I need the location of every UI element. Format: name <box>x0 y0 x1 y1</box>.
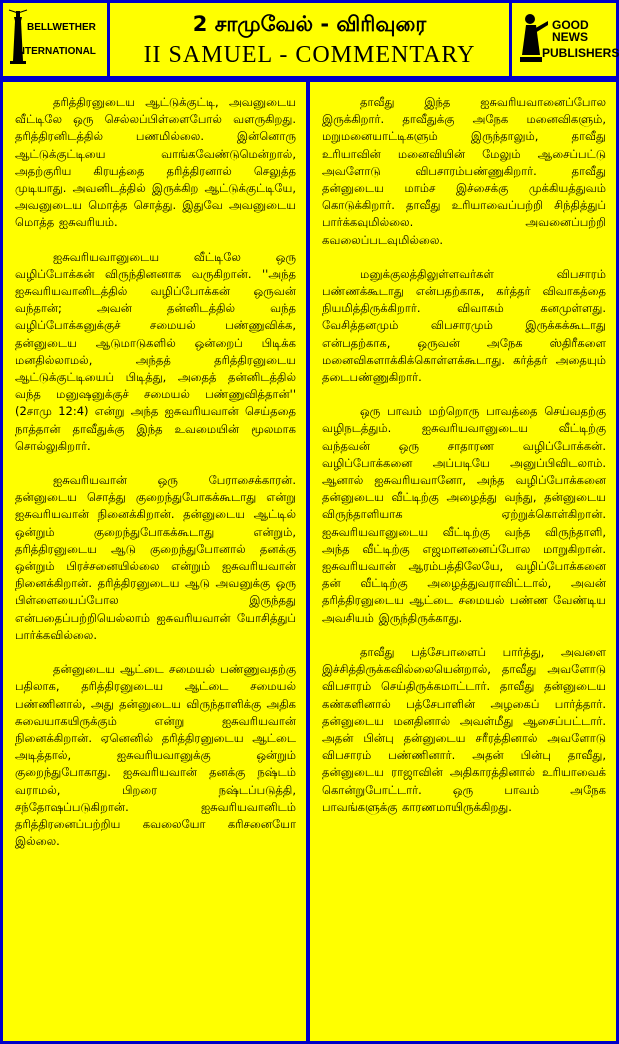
title-box <box>110 3 509 76</box>
logo-line-1: BELLWETHER <box>27 22 96 33</box>
paragraph: மனுக்குலத்திலுள்ளவர்கள் விபசாரம் பண்ணக்கூடாது என்பதற்காக, கர்த்தர் விவாகத்தை நியமித்திருக்கிறார். விவாகம் கனமுள்ளது. வேசித்தனமும் விபசாரமும் இருக்கக்கூடாது என்பதற்காக, ஒருவன் அநேக ஸ்திரீகளை மனைவிகளாக்கிக்கொள்ளக்கூடாது. கர்த்தர் அதையும் தடைபண்ணுகிறார். <box>322 266 606 385</box>
paragraph: ஒரு பாவம் மற்றொரு பாவத்தை செய்வதற்கு வழிநடத்தும். ஐசுவரியவானுடைய வீட்டிற்கு வந்தவன் ஒரு சாதாரண வழிப்போக்கன். வழிப்போக்கனை அப்படியே அனுப்பிவிடலாம். ஆனால் ஐசுவரியவானோ, அந்த வழிப்போக்கனை தன்னுடைய வீட்டிற்கு அழைத்து வந்து, தன்னுடைய விருந்தாளியாக ஏற்றுக்கொள்கிறான். ஐசுவரியவானுடைய வீட்டிற்கு வந்த விருந்தாளி, அந்த வீட்டிற்கு எஜமானனைப்போல மாறுகிறான். ஐசுவரியவான் ஆரம்பத்திலேயே, வழிப்போக்கனை தன் வீட்டிற்கு அழைத்துவராவிட்டால், அவன் தரித்திரனுடைய ஆட்டை சமையல் பண்ண வேண்டிய அவசியம் இருந்திருக்காது. <box>322 404 606 625</box>
logo-line-1: GOOD NEWS <box>552 18 589 44</box>
title-english: II SAMUEL - COMMENTARY <box>143 41 476 68</box>
bellwether-logo <box>3 3 107 76</box>
content <box>3 82 616 1041</box>
paragraph: தன்னுடைய ஆட்டை சமையல் பண்ணுவதற்கு பதிலாக, தரித்திரனுடைய ஆட்டை சமையல் பண்ணினால், அது தன்னுடைய விருந்தாளிக்கு அதிக சுவையாகயிருக்கும் என்று ஐசுவரியவான் நினைக்கிறான். ஏனெனில் தரித்திரனுடைய ஆட்டை அடித்தால், ஐசுவரியவானுக்கு ஒன்றும் குறைந்துபோகாது. ஐசுவரியவான் தனக்கு நஷ்டம் வராமல், பிறரை நஷ்டப்படுத்தி, சந்தோஷப்படுகிறான். ஐசுவரியவானிடம் தரித்திரனைப்பற்றிய கவலையோ கரிசனையோ இல்லை. <box>15 662 296 849</box>
paragraph: ஐசுவரியவான் ஒரு பேராசைக்காரன். தன்னுடைய சொத்து குறைந்துபோகக்கூடாது என்று ஐசுவரியவான் நினைக்கிறான். தன்னுடைய ஆட்டில் ஒன்றும் குறைந்துபோகக்கூடாது என்றும், தரித்திரனுடைய ஆடு குறைந்துபோனால் தனக்கு ஒன்றும் பிரச்சனையில்லை என்றும் ஐசுவரியவான் நினைக்கிறான். தரித்திரனுடைய ஆடு அவனுக்கு ஒரு பிள்ளையைப்போல இருந்தது என்பதைப்பற்றியெல்லாம் ஐசுவரியவான் யோசித்துப் பார்க்கவில்லை. <box>15 473 296 642</box>
paragraph: தரித்திரனுடைய ஆட்டுக்குட்டி, அவனுடைய வீட்டிலே ஒரு செல்லப்பிள்ளைபோல் வளருகிறது. தரித்திரனிடத்தில் பணமில்லை. இன்னொரு ஆட்டுக்குட்டியை வாங்கவேண்டுமென்றால், அதற்குரிய கிரயத்தை தரித்திரனால் செலுத்த முடியாது. அவனிடத்தில் இருக்கிற ஆட்டுக்குட்டியே, அவனுடைய மொத்த சொத்து. இதுவே அவனுடைய மொத்த ஐசுவரியம். <box>15 95 296 230</box>
good-news-logo <box>512 3 619 76</box>
header <box>3 3 619 79</box>
title-tamil: 2 சாமுவேல் - விரிவுரை <box>192 11 427 36</box>
paragraph: தாவீது இந்த ஐசுவரியவானைப்போல இருக்கிறார். தாவீதுக்கு அநேக மனைவிகளும், மறுமனையாட்டிகளும் இருந்தாலும், தாவீது உரியாவின் மனைவியின் மேலும் ஆசைப்பட்டு அவளோடு விபசாரம்பண்ணுகிறார். தாவீது தன்னுடைய மாம்ச இச்சைக்கு முக்கியத்துவம் கொடுக்கிறார். தாவீது உரியாவைப்பற்றி சிந்தித்துப் பார்க்கவுமில்லை. அவனைப்பற்றி கவலைப்படவுமில்லை. <box>322 95 606 247</box>
paragraph: தாவீது பத்சேபாளைப் பார்த்து, அவளை இச்சித்திருக்கவில்லையென்றால், தாவீது அவளோடு விபசாரம் செய்திருக்கமாட்டார். தாவீது தன்னுடைய கண்களினால் பத்சேபாளின் அழகைப் பார்த்தார். தன்னுடைய மனதினால் அவள்மீது ஆசைப்பட்டார். அதன் பின்பு தன்னுடைய சரீரத்தினால் அவளோடு விபசாரம் பண்ணினார். அதன் பின்பு தாவீது, தன்னுடைய ராஜாவின் அதிகாரத்தினால் உரியாவைக் கொன்றுபோட்டார். ஒரு பாவம் அநேக பாவங்களுக்கு காரணமாயிருக்கிறது. <box>322 644 606 814</box>
logo-line-2: PUBLISHERS <box>542 46 619 60</box>
left-column <box>3 82 306 1041</box>
logo-line-2: INTERNATIONAL <box>15 46 96 57</box>
paragraph: ஐசுவரியவானுடைய வீட்டிலே ஒரு வழிப்போக்கன் விருந்தினனாக வருகிறான். ''அந்த ஐசுவரியவானிடத்தில் வழிப்போக்கன் ஒருவன் வந்தான்; அவன் தன்னிடத்தில் வந்த வழிப்போக்கனுக்குச் சமையல் பண்ணுவிக்க, தன்னுடைய ஆடுமாடுகளில் ஒன்றைப் பிடிக்க மனதில்லாமல், அந்தத் தரித்திரனுடைய ஆட்டுக்குட்டியைப் பிடித்து, அதைத் தன்னிடத்தில் வந்த மனுஷனுக்குச் சமையல் பண்ணுவித்தான்'' (2சாமு 12:4) என்று அந்த ஐசுவரியவான் செய்ததை நாத்தான் தாவீதுக்கு இந்த உவமையின் மூலமாக சொல்லுகிறார். <box>15 249 296 453</box>
right-column <box>310 82 616 1041</box>
